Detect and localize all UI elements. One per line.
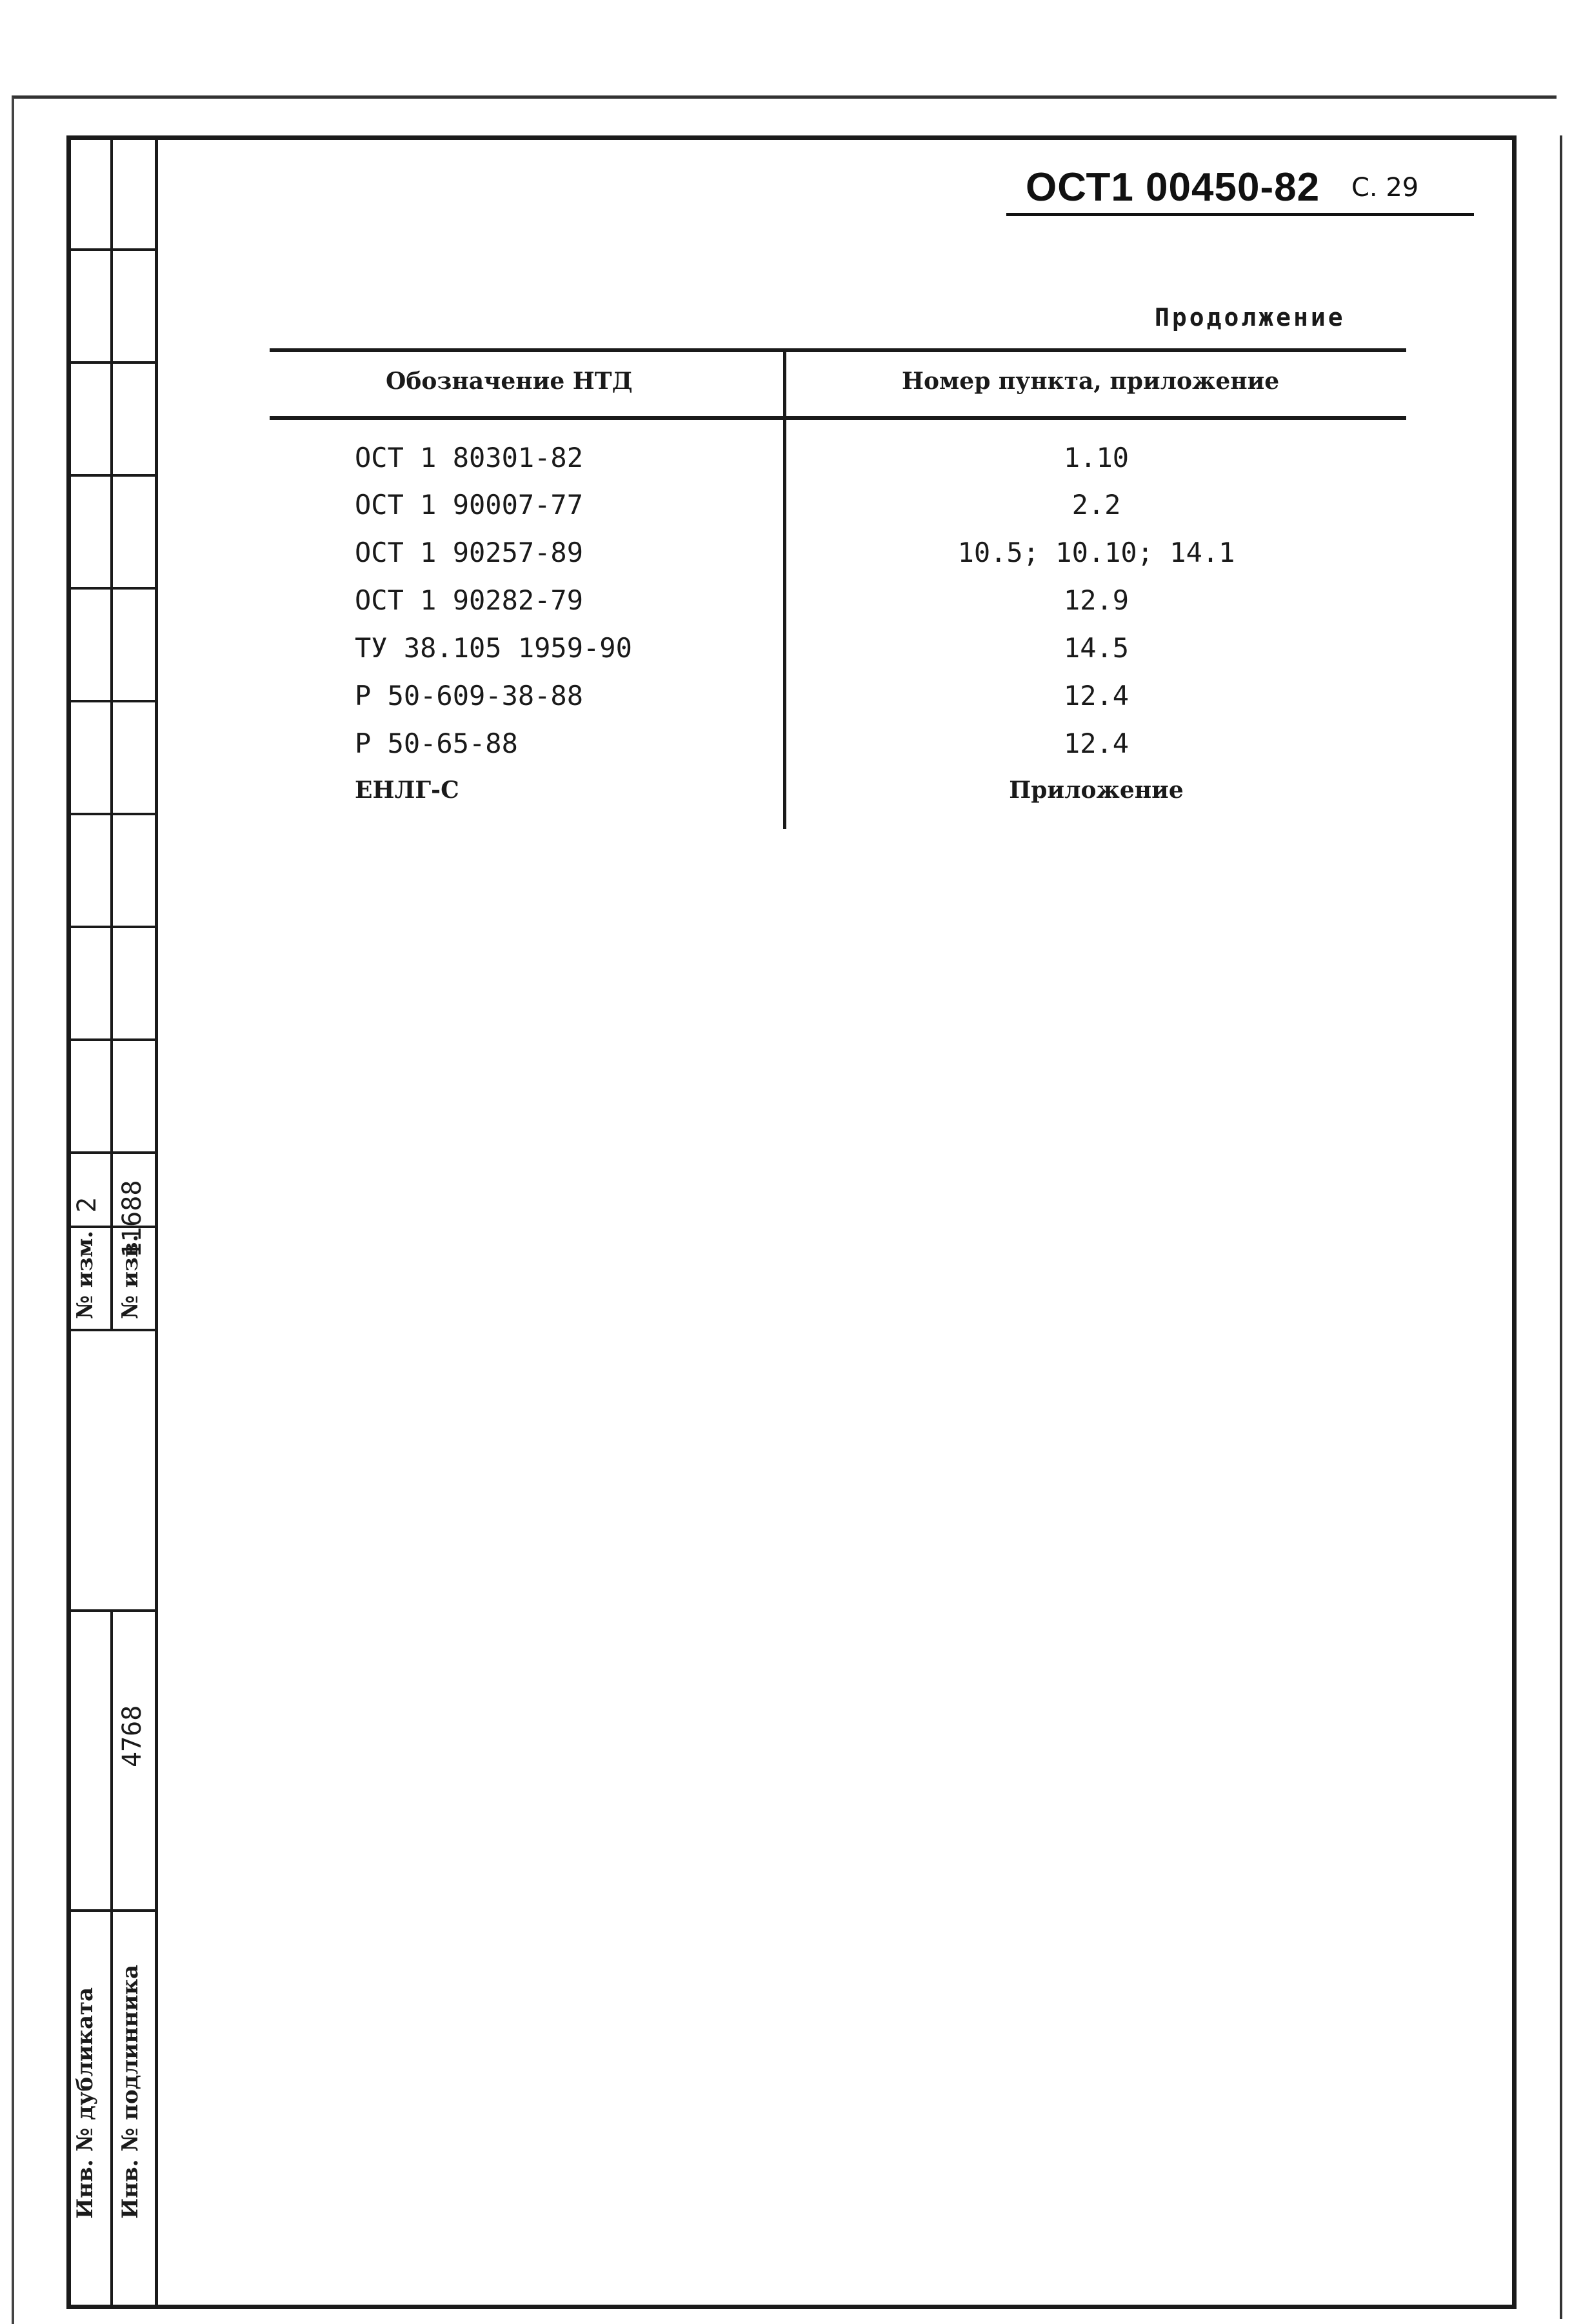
table-row-clause: Приложение <box>1009 777 1184 804</box>
strip-rule <box>66 1151 157 1154</box>
original-inv-label: Инв. № подлинника <box>117 1964 143 2219</box>
right-edge-line <box>1560 135 1562 2319</box>
margin-strip-upper <box>66 135 157 1329</box>
table-row-designation: ОСТ 1 90282-79 <box>355 584 584 616</box>
table-row-designation: ОСТ 1 90257-89 <box>355 537 584 568</box>
table-row-designation: Р 50-609-38-88 <box>355 680 584 711</box>
table-row-clause: 10.5; 10.10; 14.1 <box>957 537 1235 568</box>
table-row-designation: ОСТ 1 90007-77 <box>355 489 584 521</box>
continuation-label: Продолжение <box>1155 303 1346 332</box>
column-header-designation: Обозначение НТД <box>386 368 633 395</box>
strip-divider <box>110 1609 113 2309</box>
table-row-designation: Р 50-65-88 <box>355 728 518 759</box>
table-row-clause: 12.9 <box>1063 584 1129 616</box>
notice-no-label: № изв. <box>117 1234 143 1319</box>
change-no-value: 2 <box>72 1197 102 1213</box>
table-row-designation: ЕНЛГ-С <box>355 777 459 804</box>
strip-rule <box>66 361 157 364</box>
strip-rule <box>66 587 157 590</box>
table-row-clause: 12.4 <box>1063 680 1129 711</box>
strip-rule <box>66 700 157 702</box>
strip-rule <box>66 1329 157 1331</box>
table-header-rule <box>270 416 1406 420</box>
header-underline <box>1006 213 1474 216</box>
strip-rule <box>66 926 157 928</box>
strip-rule <box>66 248 157 251</box>
column-header-clause: Номер пункта, приложение <box>902 368 1280 395</box>
table-top-rule <box>270 348 1406 352</box>
strip-rule <box>66 474 157 477</box>
table-row-designation: ТУ 38.105 1959-90 <box>355 632 632 664</box>
table-row-clause: 1.10 <box>1063 442 1129 473</box>
page-number: С. 29 <box>1351 173 1419 203</box>
strip-rule <box>66 1038 157 1041</box>
strip-rule <box>66 813 157 815</box>
table-row-designation: ОСТ 1 80301-82 <box>355 442 584 473</box>
table-row-clause: 14.5 <box>1063 632 1129 664</box>
table-row-clause: 2.2 <box>1071 489 1121 521</box>
notice-no-value: 11688 <box>117 1180 147 1258</box>
duplicate-inv-label: Инв. № дубликата <box>72 1987 98 2219</box>
strip-divider <box>110 135 113 1329</box>
document-code: ОСТ1 00450-82 <box>1026 165 1320 210</box>
change-no-label: № изм. <box>72 1230 98 1319</box>
table-row-clause: 12.4 <box>1063 728 1129 759</box>
original-inv-value: 4768 <box>117 1705 147 1767</box>
